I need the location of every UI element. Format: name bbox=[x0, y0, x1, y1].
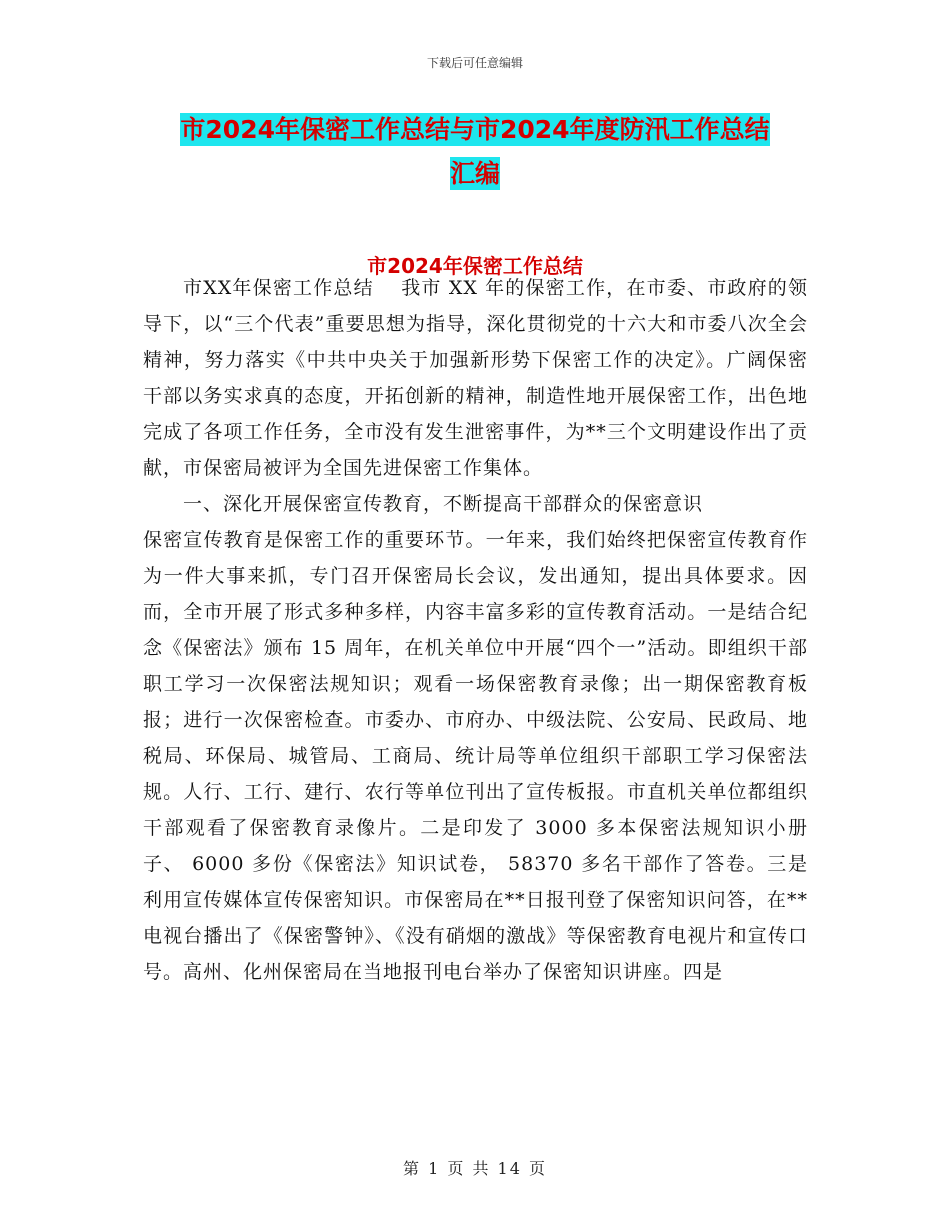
document-title-text-1: 市2024年保密工作总结与市2024年度防汛工作总结 bbox=[180, 115, 770, 144]
paragraph-intro: 市XX年保密工作总结 我市 XX 年的保密工作，在市委、市政府的领导下，以“三个代表”重要思想为指导，深化贯彻党的十六大和市委八次全会精神，努力落实《中共中央关于加强新形势下保密工作的决定》。广阔保密干部以务实求真的态度，开拓创新的精神，制造性地开展保密工作，出色地完成了各项工作任务，全市没有发生泄密事件，为**三个文明建设作出了贡献，市保密局被评为全国先进保密工作集体。 bbox=[143, 277, 808, 479]
section-title: 市2024年保密工作总结 bbox=[367, 254, 583, 278]
header-note: 下载后可任意编辑 bbox=[426, 56, 523, 70]
document-title-text-2: 汇编 bbox=[449, 159, 500, 188]
document-title-line-2 bbox=[0, 158, 950, 190]
body-text bbox=[143, 270, 808, 990]
page-footer: 第 1 页 共 14 页 bbox=[403, 1159, 547, 1178]
document-title-line-1 bbox=[0, 114, 950, 146]
paragraph-heading-1: 一、深化开展保密宣传教育，不断提高干部群众的保密意识 bbox=[183, 493, 704, 515]
paragraph-education: 保密宣传教育是保密工作的重要环节。一年来，我们始终把保密宣传教育作为一件大事来抓，专门召开保密局长会议，发出通知，提出具体要求。因而，全市开展了形式多种多样，内容丰富多彩的宣传教育活动。一是结合纪念《保密法》颁布 15 周年，在机关单位中开展“四个一”活动。即组织干部职工学习一次保密法规知识；观看一场保密教育录像；出一期保密教育板报；进行一次保密检查。市委办、市府办、中级法院、公安局、民政局、地税局、环保局、城管局、工商局、统计局等单位组织干部职工学习保密法规。人行、工行、建行、农行等单位刊出了宣传板报。市直机关单位都组织干部观看了保密教育录像片。二是印发了 3000 多本保密法规知识小册子、 6000 多份《保密法》知识试卷， 58370 多名干部作了答卷。三是利用宣传媒体宣传保密知识。市保密局在**日报刊登了保密知识问答，在**电视台播出了《保密警钟》、《没有硝烟的激战》等保密教育电视片和宣传口号。高州、化州保密局在当地报刊电台举办了保密知识讲座。四是 bbox=[143, 529, 808, 983]
